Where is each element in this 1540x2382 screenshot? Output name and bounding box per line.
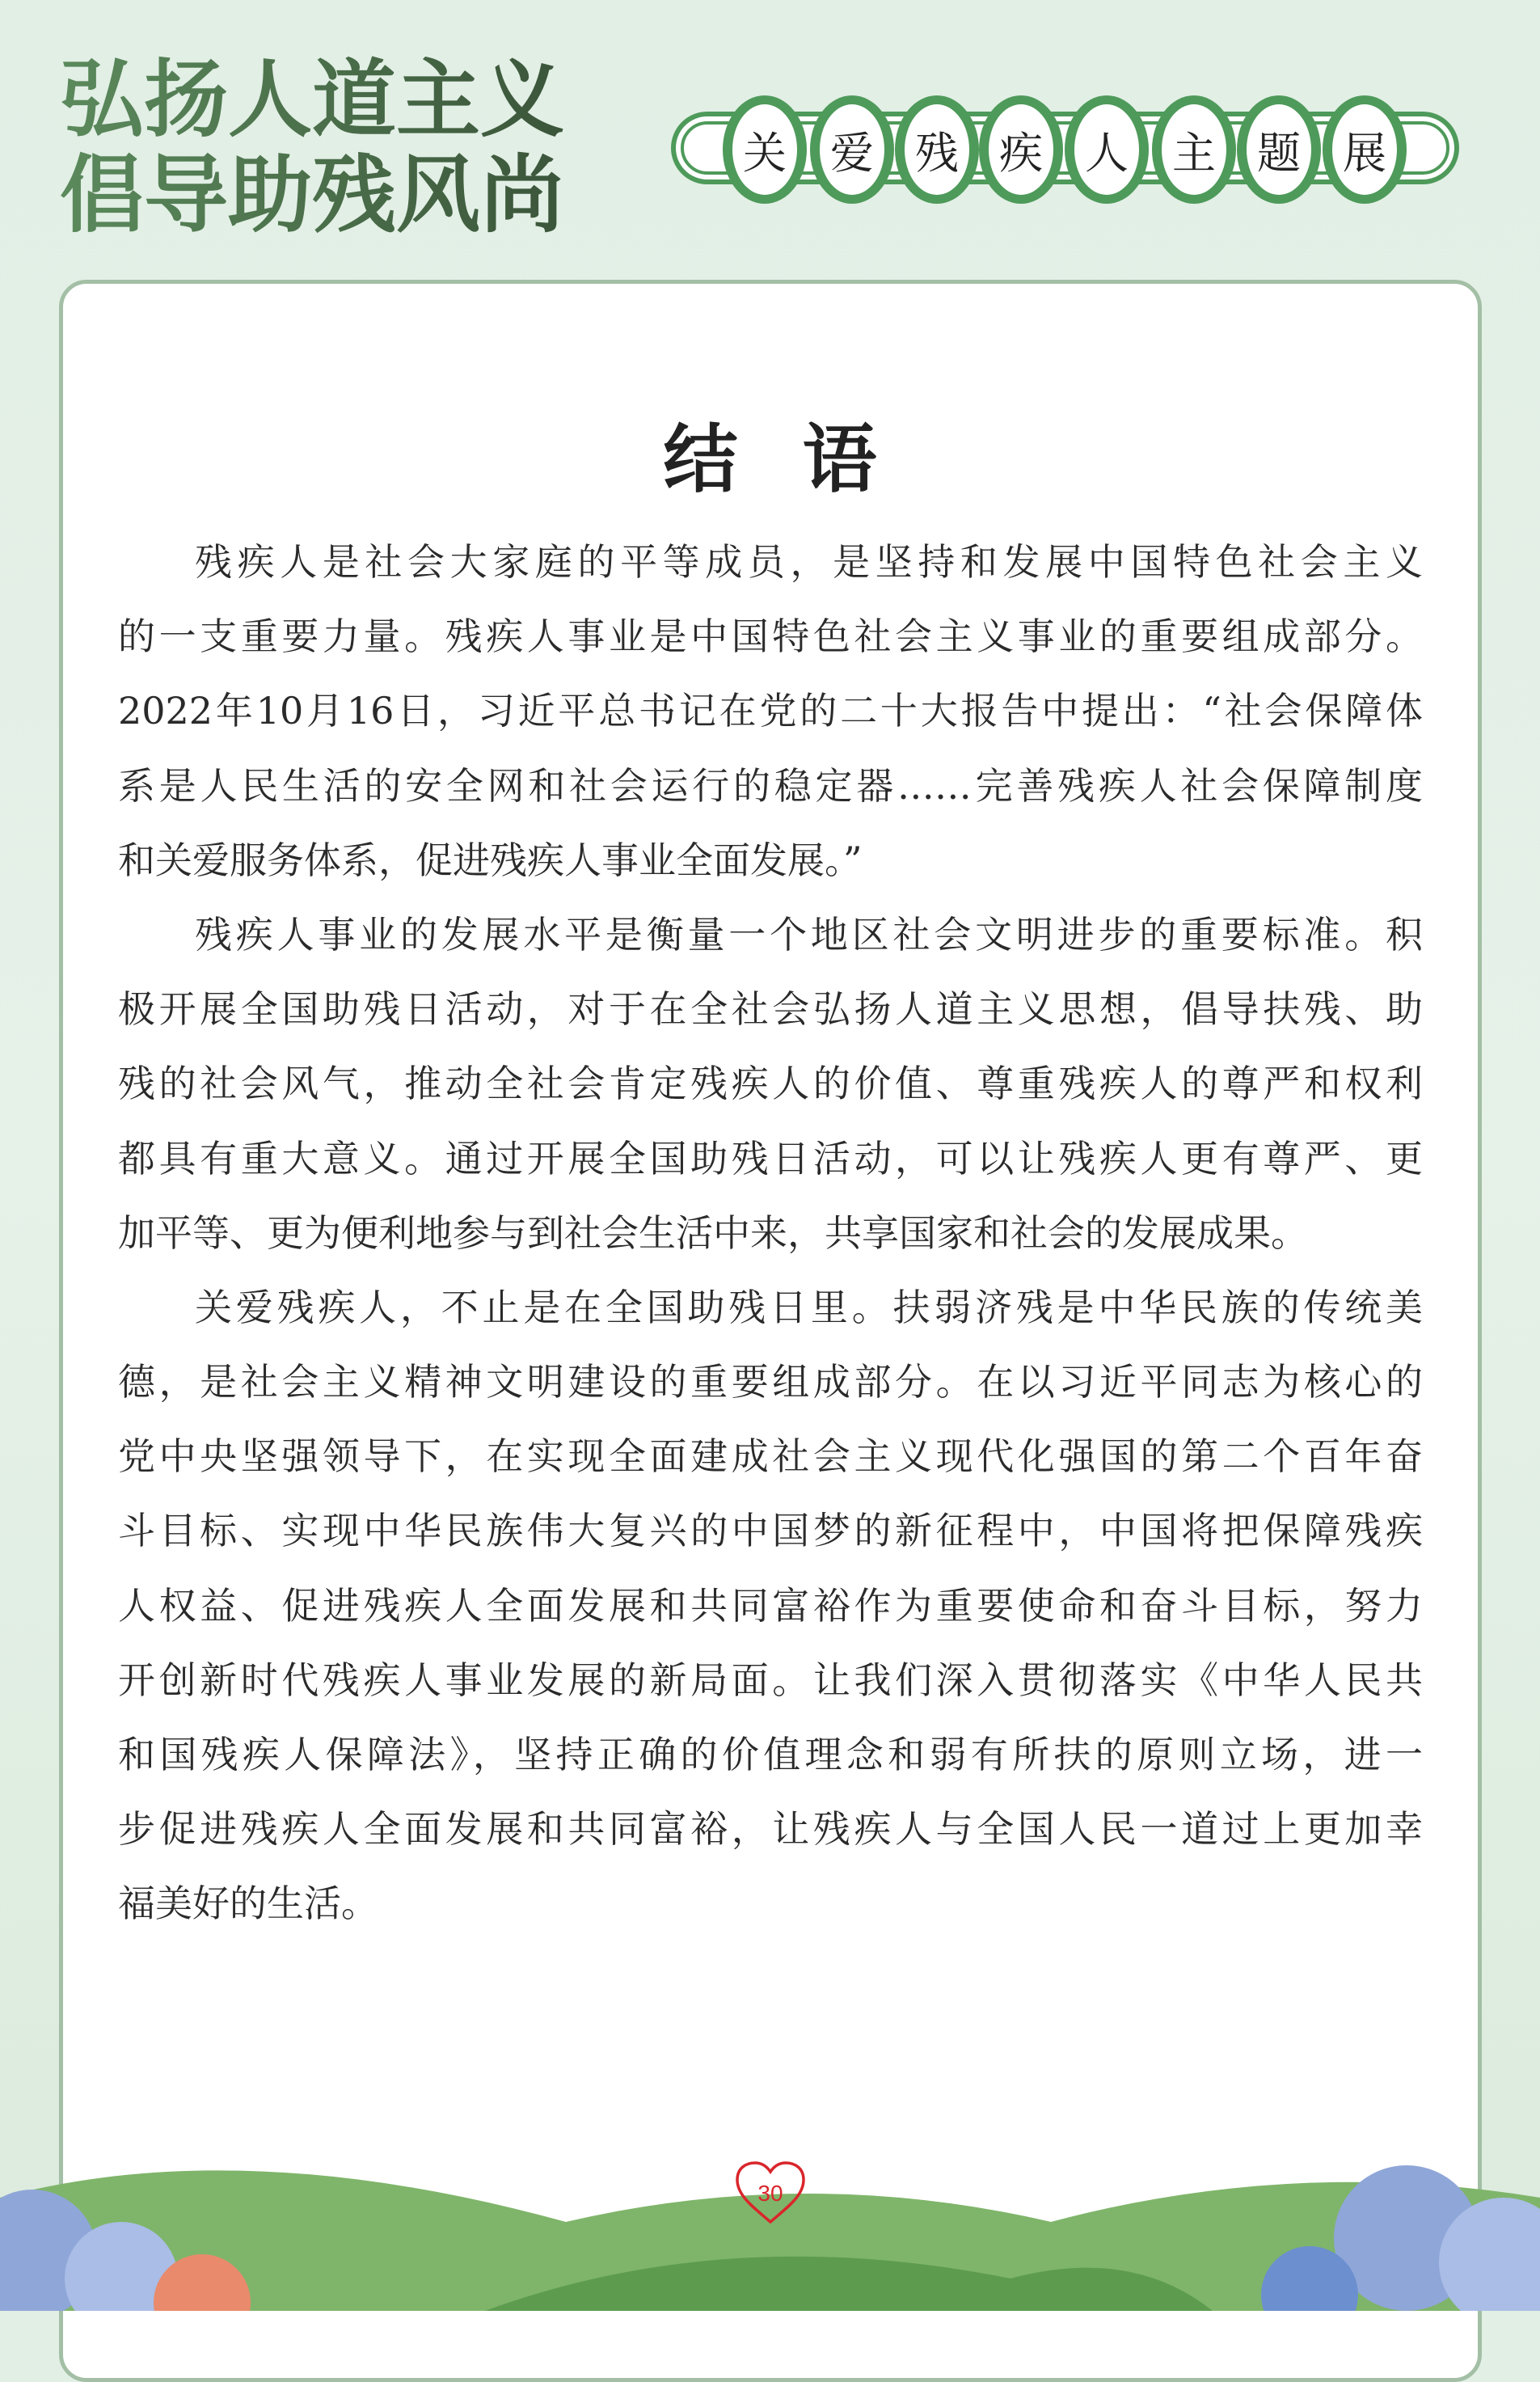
- paragraph-line: 残的社会风气，推动全社会肯定残疾人的价值、尊重残疾人的尊严和权利: [118, 1062, 1423, 1106]
- badge-char: 疾: [989, 104, 1053, 195]
- paragraph-line: 系是人民生活的安全网和社会运行的稳定器……完善残疾人社会保障制度: [118, 763, 1423, 808]
- slogan-line-2: 倡导助残风尚: [60, 146, 565, 244]
- badge-char: 残: [905, 104, 969, 195]
- article-body: [118, 525, 1423, 1941]
- paragraph-line: 德，是社会主义精神文明建设的重要组成部分。在以习近平同志为核心的: [118, 1360, 1423, 1404]
- paragraph-line: 残疾人是社会大家庭的平等成员，是坚持和发展中国特色社会主义: [195, 540, 1423, 584]
- paragraph-line: 人权益、促进残疾人全面发展和共同富裕作为重要使命和奋斗目标，努力: [118, 1583, 1423, 1628]
- badge-bead: [810, 95, 894, 204]
- badge-bead: [895, 95, 979, 204]
- paragraph-line: 都具有重大意义。通过开展全国助残日活动，可以让残疾人更有尊严、更: [118, 1136, 1423, 1180]
- heart-page-badge: [734, 2160, 807, 2225]
- badge-char: 关: [732, 104, 797, 195]
- theme-badge: [671, 103, 1459, 192]
- paragraph-line: 和关爱服务体系，促进残疾人事业全面发展。”: [118, 838, 863, 882]
- article-title: 结语: [663, 416, 942, 503]
- paragraph-line: 开创新时代残疾人事业发展的新局面。让我们深入贯彻落实《中华人民共: [118, 1658, 1423, 1702]
- badge-bead: [979, 95, 1063, 204]
- paragraph-line: 斗目标、实现中华民族伟大复兴的中国梦的新征程中，中国将把保障残疾: [118, 1509, 1423, 1553]
- paragraph-line: 残疾人事业的发展水平是衡量一个地区社会文明进步的重要标准。积: [195, 912, 1423, 957]
- paragraph-line: 福美好的生活。: [118, 1882, 378, 1926]
- slogan-line-1: 弘扬人道主义: [60, 50, 565, 149]
- badge-char: 爱: [820, 104, 884, 195]
- paragraph-line: 步促进残疾人全面发展和共同富裕，让残疾人与全国人民一道过上更加幸: [118, 1807, 1423, 1852]
- badge-bead: [723, 95, 807, 204]
- badge-char: 题: [1247, 104, 1311, 195]
- badge-char: 主: [1162, 104, 1226, 195]
- paragraph-line: 关爱残疾人，不止是在全国助残日里。扶弱济残是中华民族的传统美: [195, 1285, 1423, 1329]
- badge-bead: [1152, 95, 1236, 204]
- page-number: 30: [757, 2181, 783, 2206]
- badge-bead: [1065, 95, 1149, 204]
- paragraph-line: 的一支重要力量。残疾人事业是中国特色社会主义事业的重要组成部分。: [118, 615, 1423, 659]
- paragraph-line: 极开展全国助残日活动，对于在全社会弘扬人道主义思想，倡导扶残、助: [118, 987, 1423, 1032]
- paragraph-line: 2022年10月16日，习近平总书记在党的二十大报告中提出：“社会保障体: [118, 689, 1423, 733]
- badge-bead: [1323, 95, 1407, 204]
- paragraph-line: 和国残疾人保障法》，坚持正确的价值理念和弱有所扶的原则立场，进一: [118, 1733, 1423, 1776]
- paragraph-line: 党中央坚强领导下，在实现全面建成社会主义现代化强国的第二个百年奋: [118, 1434, 1423, 1479]
- badge-char: 人: [1074, 104, 1139, 195]
- badge-bead: [1237, 95, 1321, 204]
- badge-char: 展: [1332, 104, 1397, 195]
- paragraph-line: 加平等、更为便利地参与到社会生活中来，共享国家和社会的发展成果。: [118, 1210, 1308, 1255]
